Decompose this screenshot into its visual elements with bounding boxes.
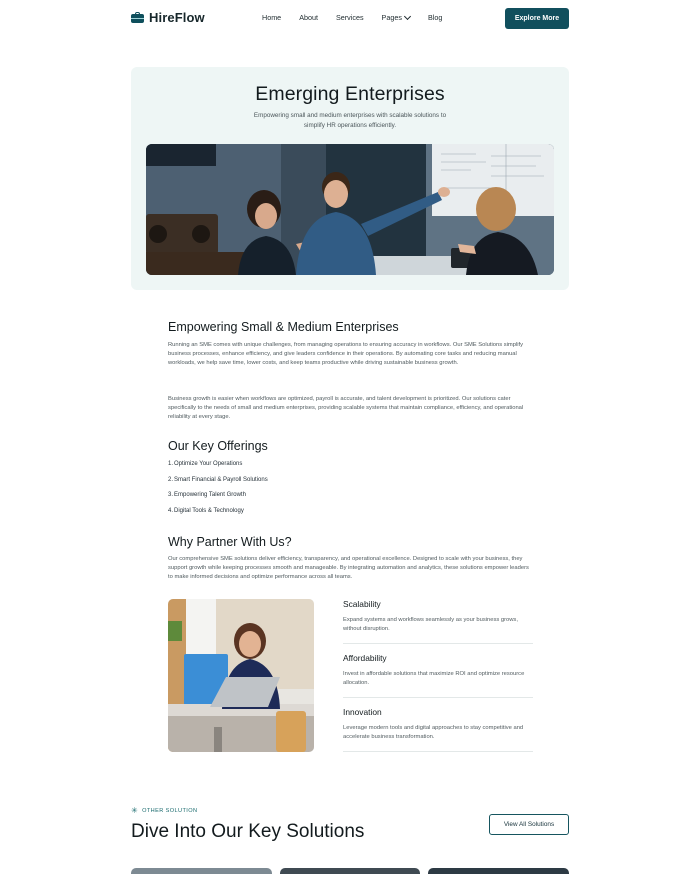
nav-pages-label: Pages [381, 13, 402, 22]
hero-subtitle: Empowering small and medium enterprises with scalable solutions to simplify HR operations efficiently. [253, 112, 447, 129]
solution-card-image[interactable] [280, 868, 420, 874]
divider [343, 751, 533, 752]
feature-text: Expand systems and workflows seamlessly as your business grows, without disruption. [343, 617, 518, 632]
eyebrow [131, 807, 197, 815]
offerings-heading: Our Key Offerings [168, 439, 268, 453]
feature-innovation [343, 707, 533, 742]
nav-pages[interactable] [382, 13, 410, 22]
list-label: Optimize Your Operations [174, 461, 243, 467]
list-label: Digital Tools & Technology [174, 507, 244, 514]
divider [343, 643, 533, 644]
nav-home[interactable]: Home [262, 13, 282, 22]
nav-services[interactable]: Services [335, 13, 364, 22]
partner-heading: Why Partner With Us? [168, 535, 292, 549]
logo-text: HireFlow [149, 10, 205, 25]
briefcase-icon [131, 12, 144, 23]
intro-paragraph-2: Business growth is easier when workflows are optimized, payroll is accurate, and talent development is prioritized. Our solutions cater specifically to the needs of small and medium enterprises, providing scalable systems that maintain compliance, efficiency, and operational reliability at every stage. [168, 396, 524, 420]
list-number: 3. [168, 492, 174, 499]
list-number: 2. [168, 476, 174, 483]
site-header [0, 0, 700, 38]
explore-more-button[interactable]: Explore More [505, 8, 569, 29]
feature-title: Affordability [343, 653, 387, 663]
solution-card-image[interactable] [131, 868, 272, 874]
feature-affordability [343, 653, 533, 688]
list-number: 4. [168, 507, 174, 514]
list-number: 1. [168, 461, 174, 467]
nav-blog[interactable]: Blog [427, 13, 443, 22]
solution-card-image[interactable] [428, 868, 569, 874]
feature-text: Leverage modern tools and digital approaches to stay competitive and accelerate business transformation. [343, 725, 524, 740]
main-nav [262, 13, 442, 22]
list-item [168, 508, 268, 524]
eyebrow-label: OTHER SOLUTION [142, 808, 198, 814]
hero-team-meeting-image [146, 144, 554, 275]
list-item [168, 492, 268, 508]
intro-paragraph-1: Running an SME comes with unique challenges, from managing operations to ensuring accuracy in workflows. Our SME Solutions simplify business processes, enhance efficiency, and give leaders confidence in their operations. By automating core tasks and reducing manual workloads, we help save time, lower costs, and keep teams productive while driving sustainable business growth. [168, 342, 524, 366]
logo[interactable] [131, 10, 205, 25]
feature-scalability [343, 599, 533, 634]
feature-text: Invest in affordable solutions that maximize ROI and optimize resource allocation. [343, 671, 525, 686]
nav-about[interactable]: About [299, 13, 318, 22]
page-title: Emerging Enterprises [255, 83, 445, 105]
offerings-list [168, 461, 268, 523]
list-item [168, 461, 268, 477]
feature-title: Innovation [343, 707, 382, 717]
list-label: Empowering Talent Growth [174, 492, 246, 499]
chevron-down-icon [404, 12, 411, 19]
asterisk-icon: ✳ [131, 806, 139, 815]
view-all-solutions-button[interactable]: View All Solutions [489, 814, 569, 835]
partner-paragraph: Our comprehensive SME solutions deliver efficiency, transparency, and operational excellence. Designed to scale with your business, they support growth while keeping processes smooth and manageable. By integrating automation and analytics, these solutions empower leaders to make informed decisions and optimize performance across all teams. [168, 556, 529, 580]
list-item [168, 477, 268, 493]
woman-laptop-image [168, 599, 314, 752]
list-label: Smart Financial & Payroll Solutions [174, 476, 268, 483]
feature-title: Scalability [343, 599, 381, 609]
solutions-heading: Dive Into Our Key Solutions [131, 821, 365, 842]
intro-heading: Empowering Small & Medium Enterprises [168, 320, 399, 334]
divider [343, 697, 533, 698]
